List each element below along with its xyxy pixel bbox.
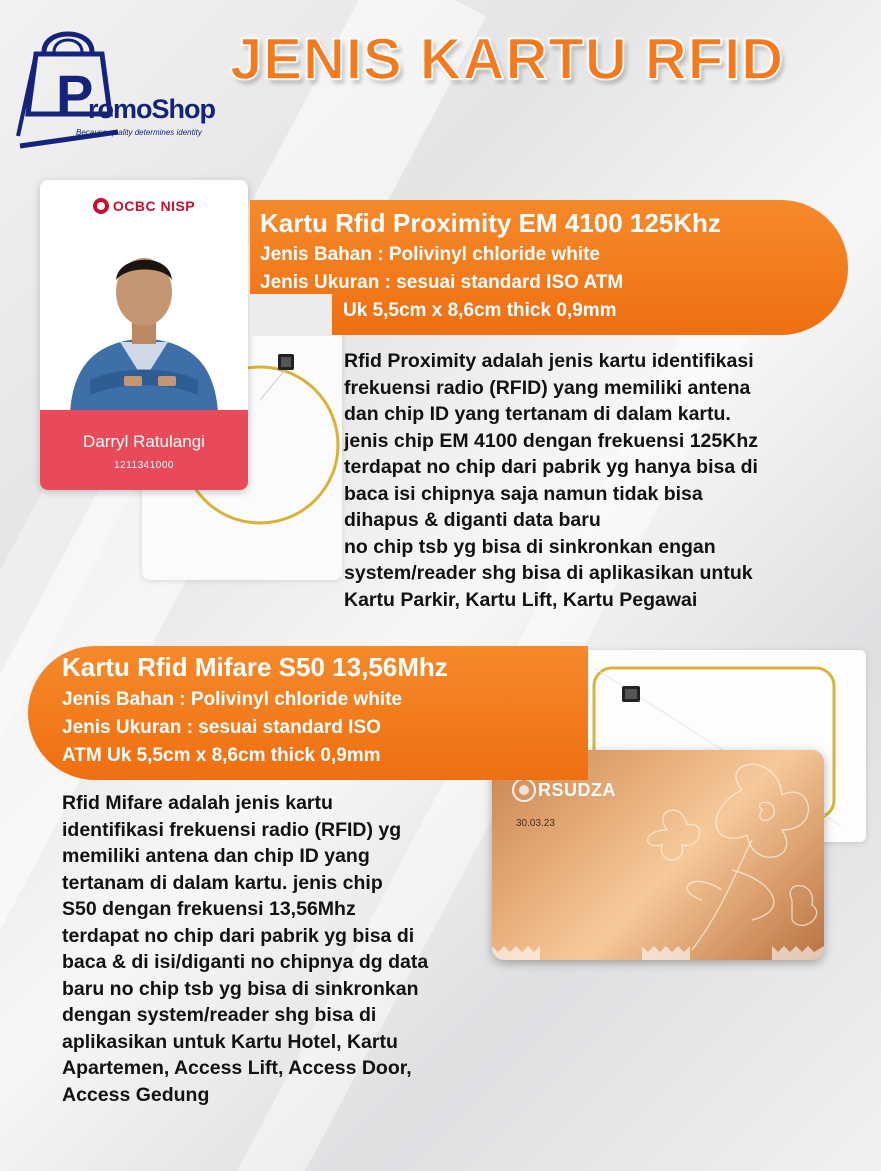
section1-title: Kartu Rfid Proximity EM 4100 125Khz [260,208,721,238]
section1-material: Jenis Bahan : Polivinyl chloride white [260,244,600,265]
description-line: terdapat no chip dari pabrik yg hanya bisa di [344,456,758,478]
section2-dimensions: ATM Uk 5,5cm x 8,6cm thick 0,9mm [62,745,381,766]
description-line: identifikasi frekuensi radio (RFID) yg [62,818,402,841]
card-holder-number: 1211341000 [114,460,174,471]
logo-name: romoShop [88,94,215,124]
description-line: Rfid Mifare adalah jenis kartu [62,792,333,814]
rsudza-logo-icon [512,778,536,802]
section2-material: Jenis Bahan : Polivinyl chloride white [62,689,402,710]
description-line: memiliki antena dan chip ID yang [62,845,370,867]
description-line: Kartu Parkir, Kartu Lift, Kartu Pegawai [344,588,698,611]
description-line: baru no chip tsb yg bisa di sinkronkan [62,977,419,1000]
page-title: JENIS KARTU RFID [230,27,785,92]
description-line: baca & di isi/diganti no chipnya dg data [62,951,429,973]
card-footer-band [40,410,248,490]
description-line: S50 dengan frekuensi 13,56Mhz [62,898,356,920]
ocbc-id-card [40,180,248,490]
card-date: 30.03.23 [516,818,555,829]
card-brand: RSUDZA [538,780,616,800]
description-line: no chip tsb yg bisa di sinkronkan engan [344,535,716,558]
bank-brand [40,198,248,214]
promoshop-logo [14,14,215,154]
section2-title: Kartu Rfid Mifare S50 13,56Mhz [62,652,448,682]
section2-description [62,790,428,1108]
description-line: frekuensi radio (RFID) yang memiliki antena [344,376,751,399]
section2-size: Jenis Ukuran : sesuai standard ISO [62,717,381,738]
bank-name: OCBC NISP [112,198,196,214]
description-line: aplikasikan untuk Kartu Hotel, Kartu [62,1030,398,1053]
description-line: system/reader shg bisa di aplikasikan untuk [344,562,753,584]
description-line: Apartemen, Access Lift, Access Door, [62,1057,412,1079]
description-line: dengan system/reader shg bisa di [62,1004,377,1026]
section1-size: Jenis Ukuran : sesuai standard ISO ATM [260,272,624,293]
logo-wordmark [56,63,215,126]
section1-description [344,348,758,613]
ocbc-logo-icon [93,198,109,214]
logo-letter: P [56,63,93,126]
description-line: dan chip ID yang tertanam di dalam kartu. [344,403,731,425]
description-line: dihapus & diganti data baru [344,509,601,531]
section1-dimensions: Uk 5,5cm x 8,6cm thick 0,9mm [343,300,617,321]
description-line: baca isi chipnya saja namun tidak bisa [344,482,703,505]
description-line: terdapat no chip dari pabrik yg bisa di [62,924,415,947]
description-line: Access Gedung [62,1083,210,1106]
person-photo-icon [60,230,228,412]
description-line: jenis chip EM 4100 dengan frekuensi 125Khz [344,429,758,452]
card-holder-name: Darryl Ratulangi [83,432,205,451]
section1-banner-notch [250,294,332,336]
logo-tagline: Because quality determines identity [76,128,202,137]
description-line: Rfid Proximity adalah jenis kartu identifikasi [344,350,754,372]
rsudza-mifare-card [492,750,824,960]
description-line: tertanam di dalam kartu. jenis chip [62,871,383,894]
